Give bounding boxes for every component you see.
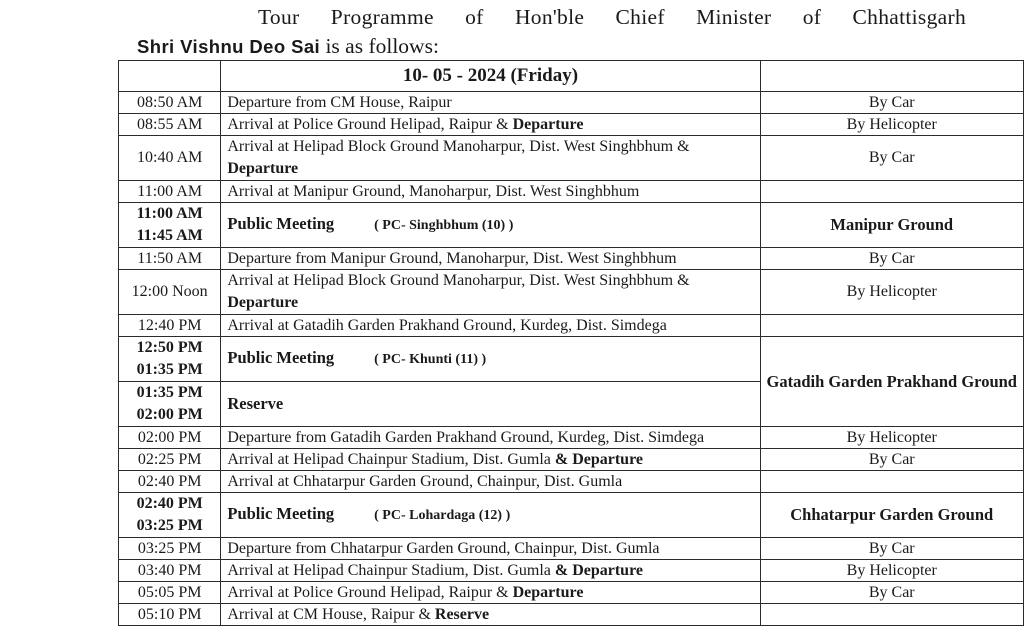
schedule-date: 10- 05 - 2024 (Friday)	[221, 61, 760, 92]
time-cell: 02:40 PM	[119, 471, 221, 493]
mode-cell	[760, 471, 1024, 493]
time-cell: 11:50 AM	[119, 248, 221, 270]
pc-label: ( PC- Khunti (11) )	[374, 352, 487, 367]
mode-cell: By Car	[760, 538, 1024, 560]
table-row	[119, 114, 1024, 136]
table-row	[119, 427, 1024, 449]
public-meeting-label: Public Meeting	[227, 214, 335, 233]
time-cell: 10:40 AM	[119, 136, 221, 181]
table-row	[119, 270, 1024, 315]
activity-text: Arrival at Helipad Chainpur Stadium, Dist. Gumla	[227, 561, 555, 579]
activity-cell: Arrival at Chhatarpur Garden Ground, Chainpur, Dist. Gumla	[221, 471, 760, 493]
intro-line-2-rest: is as follows:	[320, 34, 439, 58]
time-cell: 12:00 Noon	[119, 270, 221, 315]
activity-cell: Departure from Gatadih Garden Prakhand Ground, Kurdeg, Dist. Simdega	[221, 427, 760, 449]
activity-cell: Departure from Chhatarpur Garden Ground, Chainpur, Dist. Gumla	[221, 538, 760, 560]
mode-cell: By Helicopter	[760, 270, 1024, 315]
intro-line-2	[137, 34, 439, 59]
date-header-row	[119, 61, 1024, 92]
time-range-cell	[119, 382, 221, 427]
mode-cell: By Car	[760, 248, 1024, 270]
mode-cell: By Car	[760, 449, 1024, 471]
reserve-label: Reserve	[227, 393, 284, 413]
table-row	[119, 471, 1024, 493]
mode-cell	[760, 315, 1024, 337]
activity-bold-text: Departure	[512, 115, 584, 133]
time-cell: 05:10 PM	[119, 604, 221, 626]
activity-cell	[221, 582, 760, 604]
activity-text: Arrival at CM House, Raipur &	[227, 605, 435, 623]
activity-cell	[221, 382, 760, 427]
activity-cell	[221, 449, 760, 471]
time-start: 11:00 AM	[136, 205, 203, 222]
venue-cell: Manipur Ground	[760, 203, 1024, 248]
venue-cell: Gatadih Garden Prakhand Ground	[760, 337, 1024, 427]
time-range-cell	[119, 493, 221, 538]
activity-cell: Departure from Manipur Ground, Manoharpur, Dist. West Singhbhum	[221, 248, 760, 270]
activity-cell: Departure from CM House, Raipur	[221, 92, 760, 114]
activity-cell	[221, 114, 760, 136]
time-cell: 03:40 PM	[119, 560, 221, 582]
time-cell: 02:25 PM	[119, 449, 221, 471]
activity-cell: Arrival at Gatadih Garden Prakhand Ground, Kurdeg, Dist. Simdega	[221, 315, 760, 337]
time-cell: 12:40 PM	[119, 315, 221, 337]
time-cell: 05:05 PM	[119, 582, 221, 604]
time-end: 11:45 AM	[136, 227, 203, 244]
time-cell: 08:55 AM	[119, 114, 221, 136]
table-row	[119, 449, 1024, 471]
venue-cell: Chhatarpur Garden Ground	[760, 493, 1024, 538]
activity-cell	[221, 560, 760, 582]
public-meeting-label: Public Meeting	[227, 348, 335, 367]
table-row	[119, 181, 1024, 203]
mode-cell	[760, 181, 1024, 203]
mode-cell: By Car	[760, 582, 1024, 604]
time-cell: 03:25 PM	[119, 538, 221, 560]
activity-cell	[221, 337, 760, 382]
activity-bold-text: Departure	[227, 160, 299, 177]
activity-cell: Arrival at Manipur Ground, Manoharpur, Dist. West Singhbhum	[221, 181, 760, 203]
time-start: 12:50 PM	[136, 339, 203, 356]
table-row	[119, 493, 1024, 538]
activity-text: Arrival at Helipad Block Ground Manoharpur, Dist. West Singhbhum &	[227, 272, 690, 289]
table-row	[119, 203, 1024, 248]
activity-bold-text: Reserve	[434, 605, 490, 623]
activity-text: Arrival at Helipad Block Ground Manoharpur, Dist. West Singhbhum &	[227, 138, 690, 155]
time-start: 01:35 PM	[136, 384, 203, 401]
chief-minister-name: Shri Vishnu Deo Sai	[137, 36, 321, 57]
activity-text: Arrival at Police Ground Helipad, Raipur &	[227, 115, 513, 133]
time-start: 02:40 PM	[136, 495, 203, 512]
mode-cell: By Helicopter	[760, 560, 1024, 582]
tour-schedule-table	[118, 60, 1024, 626]
table-row	[119, 92, 1024, 114]
table-row	[119, 560, 1024, 582]
time-range-cell	[119, 203, 221, 248]
activity-bold-text: & Departure	[554, 561, 643, 579]
table-row	[119, 582, 1024, 604]
public-meeting-label: Public Meeting	[227, 504, 335, 523]
activity-bold-text: Departure	[227, 294, 299, 311]
time-range-cell	[119, 337, 221, 382]
activity-cell	[221, 270, 760, 315]
mode-cell: By Helicopter	[760, 114, 1024, 136]
intro-line-1: Tour Programme of Hon'ble Chief Minister of Chhattisgarh	[258, 5, 966, 29]
time-end: 03:25 PM	[136, 517, 203, 534]
activity-cell	[221, 604, 760, 626]
pc-label: ( PC- Singhbhum (10) )	[374, 218, 514, 233]
table-row	[119, 315, 1024, 337]
mode-cell: By Car	[760, 136, 1024, 181]
header-blank-cell	[760, 61, 1024, 92]
time-cell: 11:00 AM	[119, 181, 221, 203]
time-cell: 08:50 AM	[119, 92, 221, 114]
table-row	[119, 337, 1024, 382]
pc-label: ( PC- Lohardaga (12) )	[374, 508, 511, 523]
activity-cell	[221, 136, 760, 181]
table-row	[119, 538, 1024, 560]
activity-bold-text: & Departure	[554, 450, 643, 468]
mode-cell: By Car	[760, 92, 1024, 114]
activity-text: Arrival at Police Ground Helipad, Raipur &	[227, 583, 513, 601]
table-row	[119, 136, 1024, 181]
mode-cell: By Helicopter	[760, 427, 1024, 449]
mode-cell	[760, 604, 1024, 626]
table-row	[119, 248, 1024, 270]
time-cell: 02:00 PM	[119, 427, 221, 449]
activity-cell	[221, 203, 760, 248]
time-end: 01:35 PM	[136, 361, 203, 378]
activity-cell	[221, 493, 760, 538]
header-blank-cell	[119, 61, 221, 92]
time-end: 02:00 PM	[136, 406, 203, 423]
activity-bold-text: Departure	[512, 583, 584, 601]
activity-text: Arrival at Helipad Chainpur Stadium, Dist. Gumla	[227, 450, 555, 468]
table-row	[119, 604, 1024, 626]
